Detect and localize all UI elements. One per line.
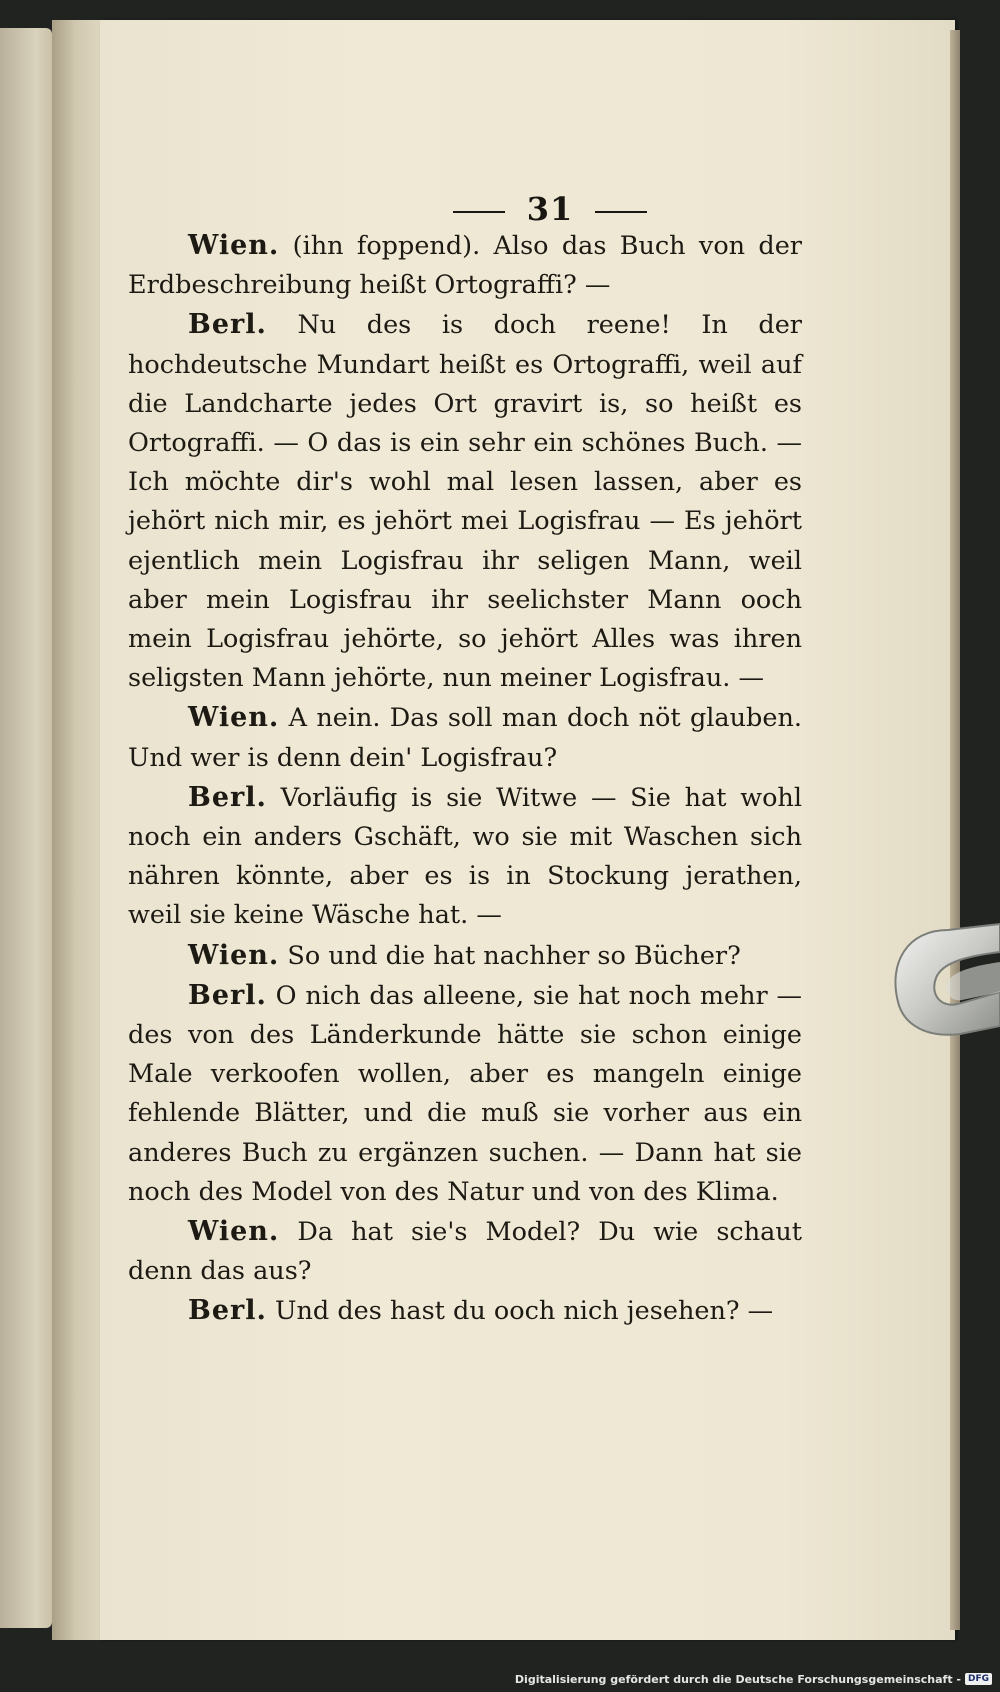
speaker-name: Berl.: [188, 309, 267, 341]
speaker-name: Berl.: [188, 1295, 267, 1327]
body-text: [128, 226, 802, 1332]
speaker-name: Wien.: [188, 939, 280, 971]
page-number-line: [100, 190, 1000, 228]
line-text: A nein. Das soll man doch nöt glauben. Und wer is denn dein' Logisfrau?: [128, 703, 802, 773]
line-text: So und die hat nachher so Bücher?: [279, 940, 741, 971]
dfg-logo: DFG: [965, 1673, 992, 1685]
line-text: Da hat sie's Model? Du wie schaut denn das aus?: [128, 1217, 802, 1287]
speaker-name: Wien.: [188, 230, 280, 261]
dialogue-line: [128, 305, 802, 698]
dialogue-line: [128, 1291, 802, 1331]
line-text: Vorläufig is sie Witwe — Sie hat wohl noch ein anders Gschäft, wo sie mit Waschen sich nähren könnte, aber es is in Stockung jerathen, weil sie keine Wäsche hat. —: [128, 782, 802, 931]
page-fore-edge: [950, 30, 960, 1630]
line-text: O nich das alleene, sie hat noch mehr — des von des Länderkunde hätte sie schon einige Male verkoofen wollen, aber es mangeln einige fehlende Blätter, und die muß sie vorher aus ein anderes Buch zu ergänzen suchen. — Dann hat sie noch des Model von des Natur und von des Klima.: [128, 980, 802, 1207]
speaker-name: Berl.: [188, 979, 267, 1011]
credit-text: Digitalisierung gefördert durch die Deutsche Forschungsgemeinschaft -: [514, 1672, 961, 1686]
dialogue-line: [128, 226, 802, 305]
line-text: (ihn foppend). Also das Buch von der Erdbeschreibung heißt Ortograffi? —: [128, 231, 802, 301]
dash-left: [453, 211, 505, 213]
previous-page-edge: [0, 28, 52, 1628]
speaker-name: Wien.: [188, 702, 280, 734]
dash-right: [595, 211, 647, 213]
line-text: Und des hast du ooch nich jesehen? —: [266, 1296, 774, 1327]
digitization-credit: [515, 1668, 992, 1690]
page-clip-icon: [888, 922, 1000, 1042]
dialogue-line: [128, 778, 802, 936]
speaker-name: Berl.: [188, 781, 267, 813]
dialogue-line: [128, 976, 802, 1212]
line-text: Nu des is doch reene! In der hochdeutsche Mundart heißt es Ortograffi, weil auf die Landcharte jedes Ort gravirt is, so heißt es Ortograffi. — O das is ein sehr ein schönes Buch. — Ich möchte dir's wohl mal lesen lassen, aber es jehört nich mir, es jehört mei Logisfrau — Es jehört ejentlich mein Logisfrau ihr seligen Mann, weil aber mein Logisfrau ihr seelichster Mann ooch mein Logisfrau jehörte, so jehört Alles was ihren seligsten Mann jehörte, nun meiner Logisfrau. —: [128, 310, 802, 694]
dialogue-line: [128, 698, 802, 777]
dialogue-line: [128, 936, 802, 976]
dialogue-line: [128, 1212, 802, 1291]
page-number: 31: [526, 190, 574, 228]
speaker-name: Wien.: [188, 1216, 280, 1248]
